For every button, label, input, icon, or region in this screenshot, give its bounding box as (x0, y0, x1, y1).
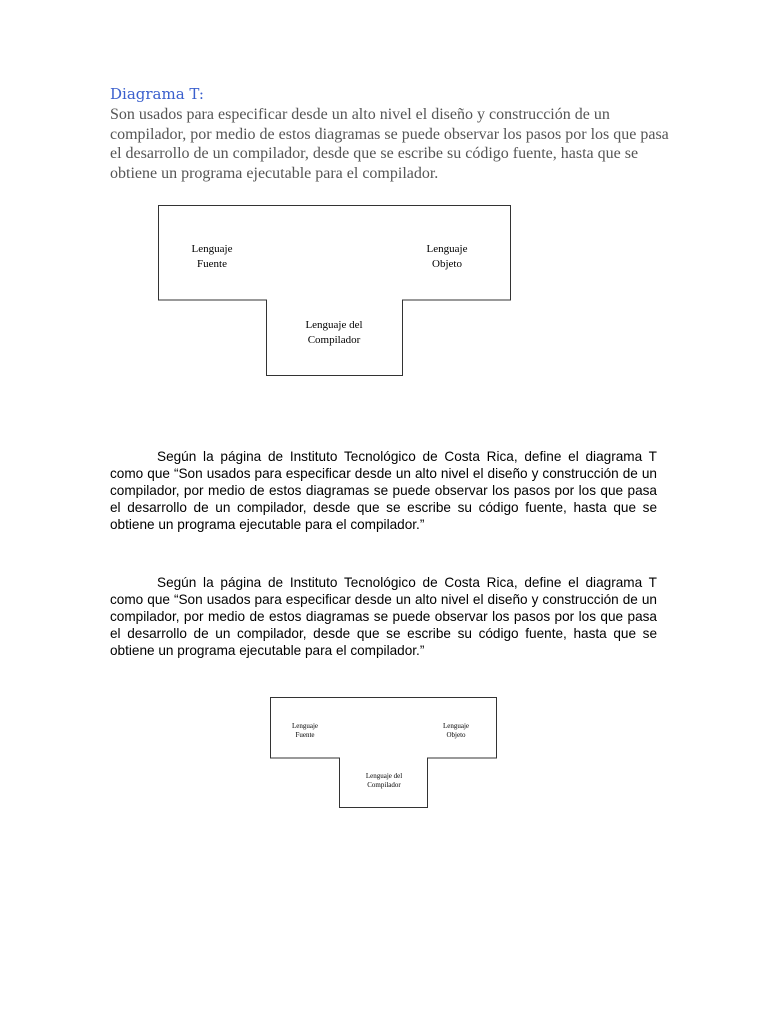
target-language-label: Objeto (446, 731, 466, 739)
section-heading: Diagrama T: (110, 85, 204, 103)
t-diagram-bottom (269, 696, 499, 810)
t-diagram-top (157, 204, 513, 378)
t-diagram-outline (159, 206, 511, 376)
target-language-label: Lenguaje (442, 722, 470, 730)
source-language-label: Lenguaje (291, 722, 319, 730)
compiler-language-label: Lenguaje del (305, 319, 363, 331)
intro-paragraph: Son usados para especificar desde un alto nivel el diseño y construcción de un compilador, por medio de estos diagramas se puede observar los pasos por los que pasa el desarrollo de un compilador, desde que se escribe su código fuente, hasta que se obtiene un programa ejecutable para el compilador. (110, 106, 669, 182)
body-paragraph: Según la página de Instituto Tecnológico de Costa Rica, define el diagrama T como que “Son usados para especificar desde un alto nivel el diseño y construcción de un compilador, por medio de estos diagramas se puede observar los pasos por los que pasa el desarrollo de un compilador, desde que se escribe su código fuente, hasta que se obtiene un programa ejecutable para el compilador.” (110, 575, 657, 658)
source-language-label: Fuente (197, 258, 227, 270)
t-diagram-outline (271, 698, 497, 808)
source-language-label: Lenguaje (191, 243, 233, 255)
compiler-language-label: Compilador (307, 334, 361, 346)
target-language-label: Lenguaje (426, 243, 468, 255)
compiler-language-label: Lenguaje del (365, 772, 403, 780)
body-paragraph: Según la página de Instituto Tecnológico de Costa Rica, define el diagrama T como que “Son usados para especificar desde un alto nivel el diseño y construcción de un compilador, por medio de estos diagramas se puede observar los pasos por los que pasa el desarrollo de un compilador, desde que se escribe su código fuente, hasta que se obtiene un programa ejecutable para el compilador.” (110, 449, 657, 532)
source-language-label: Fuente (295, 731, 315, 739)
target-language-label: Objeto (432, 258, 462, 270)
compiler-language-label: Compilador (367, 781, 401, 789)
